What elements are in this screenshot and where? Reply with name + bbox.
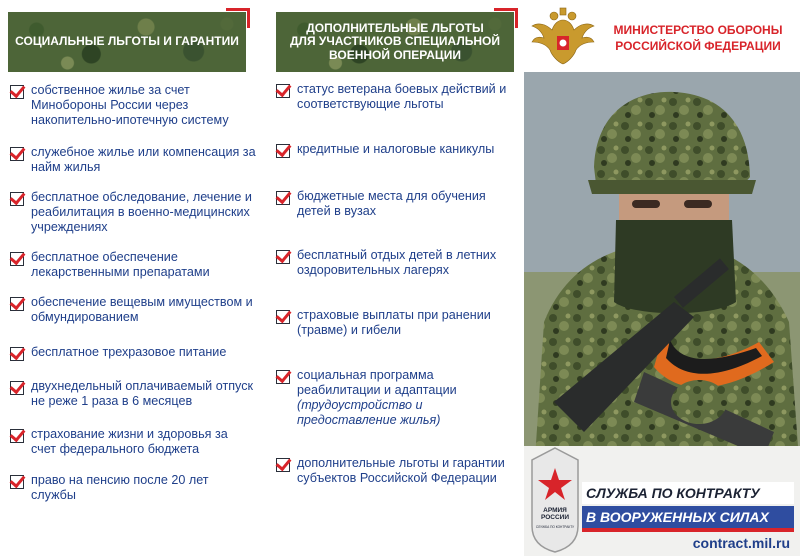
list-item-text: статус ветерана боевых действий и соответствующие льготы <box>297 82 507 111</box>
list-item-text: собственное жилье за счет Минобороны России через накопительно-ипотечную систему <box>31 83 229 127</box>
list-item <box>276 368 520 428</box>
checkbox-icon <box>10 429 24 443</box>
benefits-column-left <box>0 0 262 556</box>
list-item <box>276 308 520 338</box>
ministry-title-line: РОССИЙСКОЙ ФЕДЕРАЦИИ <box>615 39 781 53</box>
badge-text-russia: РОССИИ <box>540 514 570 521</box>
army-star-badge-icon <box>528 446 582 554</box>
contract-footer <box>524 446 800 556</box>
list-item-main: социальная программа реабилитации и адаптации <box>297 368 457 397</box>
list-item-text: бесплатный отдых детей в летних оздоровительных лагерях <box>297 248 497 277</box>
list-item <box>10 145 256 175</box>
checkbox-icon <box>276 370 290 384</box>
list-item <box>10 295 256 325</box>
checkbox-icon <box>10 297 24 311</box>
list-item-text <box>297 368 520 428</box>
header-line: ДОПОЛНИТЕЛЬНЫЕ ЛЬГОТЫ <box>306 20 484 35</box>
list-item <box>10 83 256 128</box>
red-corner-mark <box>226 8 250 28</box>
list-item-text: бюджетные места для обучения детей в вузах <box>297 189 486 218</box>
section-header-text: СОЦИАЛЬНЫЕ ЛЬГОТЫ И ГАРАНТИИ <box>15 34 239 49</box>
header-line: ДЛЯ УЧАСТНИКОВ СПЕЦИАЛЬНОЙ <box>289 34 500 49</box>
list-item-text: страховые выплаты при ранении (травме) и гибели <box>297 308 491 337</box>
list-item-text: страхование жизни и здоровья за счет федерального бюджета <box>31 427 228 456</box>
website-link[interactable]: contract.mil.ru <box>692 535 790 551</box>
section-header-svo-benefits <box>276 12 514 72</box>
list-item <box>276 248 520 278</box>
red-corner-mark <box>494 8 518 28</box>
list-item-text: двухнедельный оплачиваемый отпуск не реже 1 раза в 6 месяцев <box>31 379 253 408</box>
benefits-column-middle <box>262 0 524 556</box>
checkbox-icon <box>10 147 24 161</box>
checkbox-icon <box>276 84 290 98</box>
checkbox-icon <box>10 85 24 99</box>
checkbox-icon <box>10 475 24 489</box>
checkbox-icon <box>276 458 290 472</box>
list-item <box>10 427 256 457</box>
list-item <box>276 82 520 112</box>
badge-text-contract: СЛУЖБА ПО КОНТРАКТУ <box>535 525 575 529</box>
list-item-text: право на пенсию после 20 лет службы <box>31 473 209 502</box>
list-item <box>10 379 256 409</box>
soldier-photo <box>524 72 800 474</box>
checkbox-icon <box>276 250 290 264</box>
double-headed-eagle-emblem-icon <box>530 6 596 66</box>
checkbox-icon <box>10 252 24 266</box>
list-item-text: кредитные и налоговые каникулы <box>297 142 495 156</box>
cover-panel <box>524 0 800 556</box>
checkbox-icon <box>10 192 24 206</box>
slogan-line-1: СЛУЖБА ПО КОНТРАКТУ <box>582 482 794 504</box>
checkbox-icon <box>10 381 24 395</box>
list-item <box>10 473 256 503</box>
ministry-title-line: МИНИСТЕРСТВО ОБОРОНЫ <box>613 23 783 37</box>
badge-text-army: АРМИЯ <box>543 507 567 514</box>
list-item <box>276 189 520 219</box>
checkbox-icon <box>276 310 290 324</box>
list-item-text: бесплатное трехразовое питание <box>31 345 227 359</box>
list-item-text: дополнительные льготы и гарантии субъектов Российской Федерации <box>297 456 505 485</box>
section-header-social-benefits <box>8 12 246 72</box>
header-line: ВОЕННОЙ ОПЕРАЦИИ <box>329 47 461 62</box>
ministry-header <box>524 0 800 72</box>
checkbox-icon <box>276 191 290 205</box>
list-item <box>10 250 256 280</box>
list-item-text: служебное жилье или компенсация за найм жилья <box>31 145 256 174</box>
soldier-illustration <box>524 72 800 474</box>
list-item-text: бесплатное обследование, лечение и реабилитация в военно-медицинских учреждениях <box>31 190 252 234</box>
list-item-text: бесплатное обеспечение лекарственными препаратами <box>31 250 210 279</box>
slogan-line-2: В ВООРУЖЕННЫХ СИЛАХ <box>582 506 794 528</box>
list-item-note: (трудоустройство и предоставление жилья) <box>297 398 441 427</box>
list-item <box>10 345 256 361</box>
checkbox-icon <box>10 347 24 361</box>
list-item <box>276 456 520 486</box>
list-item <box>10 190 256 235</box>
ministry-title <box>598 22 798 54</box>
list-item-text: обеспечение вещевым имуществом и обмундированием <box>31 295 253 324</box>
checkbox-icon <box>276 144 290 158</box>
section-header-text <box>290 22 500 62</box>
list-item <box>276 142 520 158</box>
